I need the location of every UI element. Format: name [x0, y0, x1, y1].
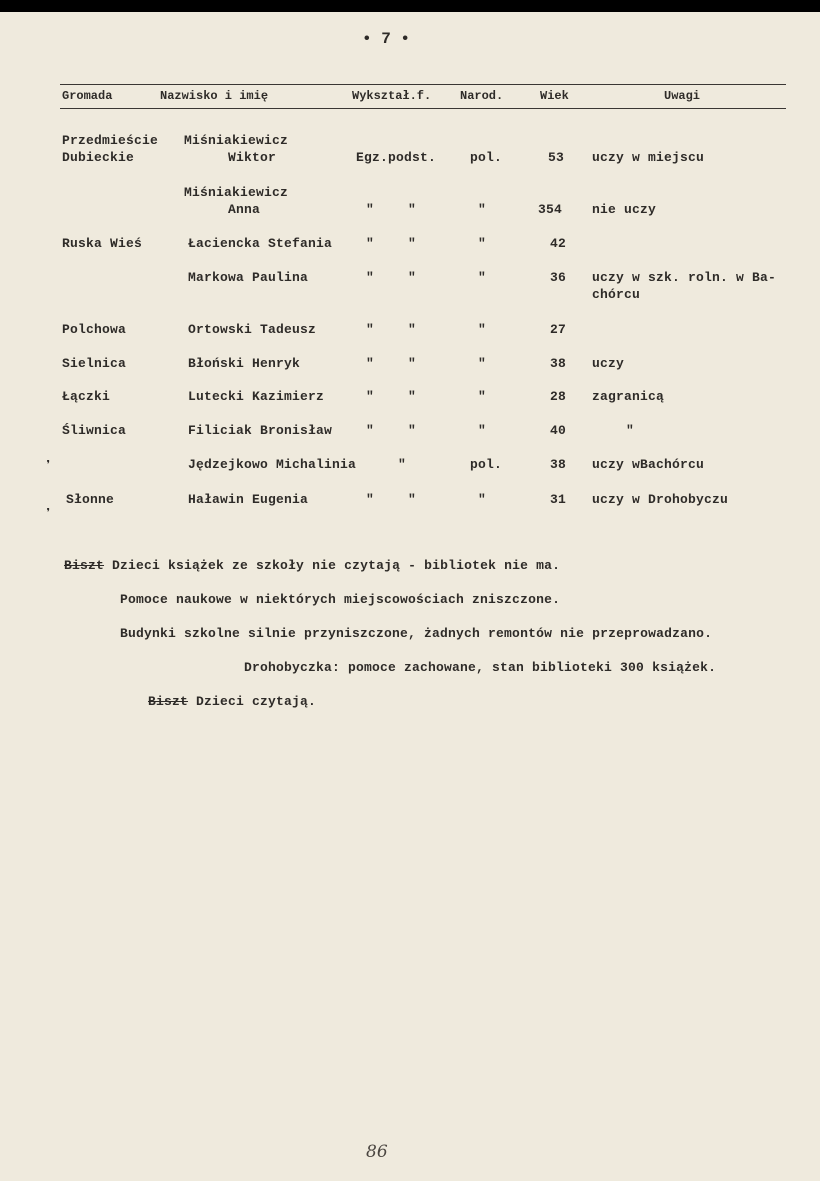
row8-wyk: " [366, 423, 375, 438]
row8-wiek: 40 [550, 423, 567, 438]
row3-wyk: " [366, 236, 375, 251]
header-wyksztal: Wykształ.f. [352, 89, 432, 103]
row4-wyk2: " [408, 270, 417, 285]
row3-name: Łaciencka Stefania [188, 236, 333, 251]
row5-gromada: Polchowa [62, 322, 127, 337]
note-5 [148, 694, 316, 709]
row8-narod: " [478, 423, 487, 438]
row2-wyk2: " [408, 202, 417, 217]
row6-name: Błoński Henryk [188, 356, 301, 371]
row8-gromada: Śliwnica [62, 423, 127, 438]
row9-wyk: " [398, 457, 407, 472]
row3-wyk2: " [408, 236, 417, 251]
row6-wyk2: " [408, 356, 417, 371]
row7-wyk: " [366, 389, 375, 404]
note-5-text: Dzieci czytają. [196, 694, 317, 709]
row1-name-2: Wiktor [228, 150, 277, 165]
row2-narod: " [478, 202, 487, 217]
row5-wiek: 27 [550, 322, 567, 337]
row1-narod: pol. [470, 150, 503, 165]
document-page [0, 12, 820, 1181]
row3-narod: " [478, 236, 487, 251]
row6-uwagi: uczy [592, 356, 625, 371]
page-number: • 7 • [362, 30, 411, 48]
row8-wyk2: " [408, 423, 417, 438]
note-1-text: Dzieci książek ze szkoły nie czytają - bibliotek nie ma. [112, 558, 561, 573]
row9-uwagi: uczy wBachórcu [592, 457, 705, 472]
note-3: Budynki szkolne silnie przyniszczone, żadnych remontów nie przeprowadzano. [120, 626, 713, 641]
row8-uwagi: " [626, 423, 635, 438]
header-nazwisko: Nazwisko i imię [160, 89, 269, 103]
row5-narod: " [478, 322, 487, 337]
row7-wyk2: " [408, 389, 417, 404]
row4-name: Markowa Paulina [188, 270, 309, 285]
row4-narod: " [478, 270, 487, 285]
header-uwagi: Uwagi [664, 89, 701, 103]
header-gromada: Gromada [62, 89, 113, 103]
table-header-rule [60, 108, 786, 109]
note-1-prefix: Biszt [64, 558, 105, 573]
row10-uwagi: uczy w Drohobyczu [592, 492, 729, 507]
row8-name: Filiciak Bronisław [188, 423, 333, 438]
row1-wyk: Egz.podst. [356, 150, 437, 165]
row3-wiek: 42 [550, 236, 567, 251]
margin-mark-row9: ❜ [44, 459, 53, 475]
row10-wiek: 31 [550, 492, 567, 507]
row1-gromada-2: Dubieckie [62, 150, 135, 165]
row2-wyk: " [366, 202, 375, 217]
row10-wyk2: " [408, 492, 417, 507]
margin-mark-row10: ❜ [44, 507, 53, 523]
row2-uwagi: nie uczy [592, 202, 657, 217]
row10-gromada: Słonne [66, 492, 115, 507]
row10-name: Haławin Eugenia [188, 492, 309, 507]
table-top-rule [60, 84, 786, 85]
row1-name-1: Miśniakiewicz [184, 133, 289, 148]
row9-narod: pol. [470, 457, 503, 472]
row7-gromada: Łączki [62, 389, 111, 404]
row7-uwagi: zagranicą [592, 389, 665, 404]
row2-name-1: Miśniakiewicz [184, 185, 289, 200]
row2-wiek: 354 [538, 202, 563, 217]
row4-wyk: " [366, 270, 375, 285]
header-narod: Narod. [460, 89, 504, 103]
row4-wiek: 36 [550, 270, 567, 285]
row7-wiek: 28 [550, 389, 567, 404]
row4-uwagi-2: chórcu [592, 287, 641, 302]
row6-gromada: Sielnica [62, 356, 127, 371]
row3-gromada: Ruska Wieś [62, 236, 143, 251]
row10-narod: " [478, 492, 487, 507]
row6-wiek: 38 [550, 356, 567, 371]
note-1 [64, 558, 560, 573]
row4-uwagi-1: uczy w szk. roln. w Ba- [592, 270, 777, 285]
row1-wiek: 53 [548, 150, 565, 165]
row5-wyk2: " [408, 322, 417, 337]
footer-number: 86 [366, 1142, 388, 1162]
row5-name: Ortowski Tadeusz [188, 322, 317, 337]
row7-narod: " [478, 389, 487, 404]
note-2: Pomoce naukowe w niektórych miejscowościach zniszczone. [120, 592, 561, 607]
row5-wyk: " [366, 322, 375, 337]
row10-wyk: " [366, 492, 375, 507]
header-wiek: Wiek [540, 89, 569, 103]
row6-narod: " [478, 356, 487, 371]
row1-gromada-1: Przedmieście [62, 133, 159, 148]
note-4: Drohobyczka: pomoce zachowane, stan biblioteki 300 książek. [244, 660, 717, 675]
row9-name: Jędzejkowo Michalinia [188, 457, 357, 472]
row1-uwagi: uczy w miejscu [592, 150, 705, 165]
row7-name: Lutecki Kazimierz [188, 389, 325, 404]
row6-wyk: " [366, 356, 375, 371]
row2-name-2: Anna [228, 202, 261, 217]
row9-wiek: 38 [550, 457, 567, 472]
note-5-prefix: Biszt [148, 694, 189, 709]
